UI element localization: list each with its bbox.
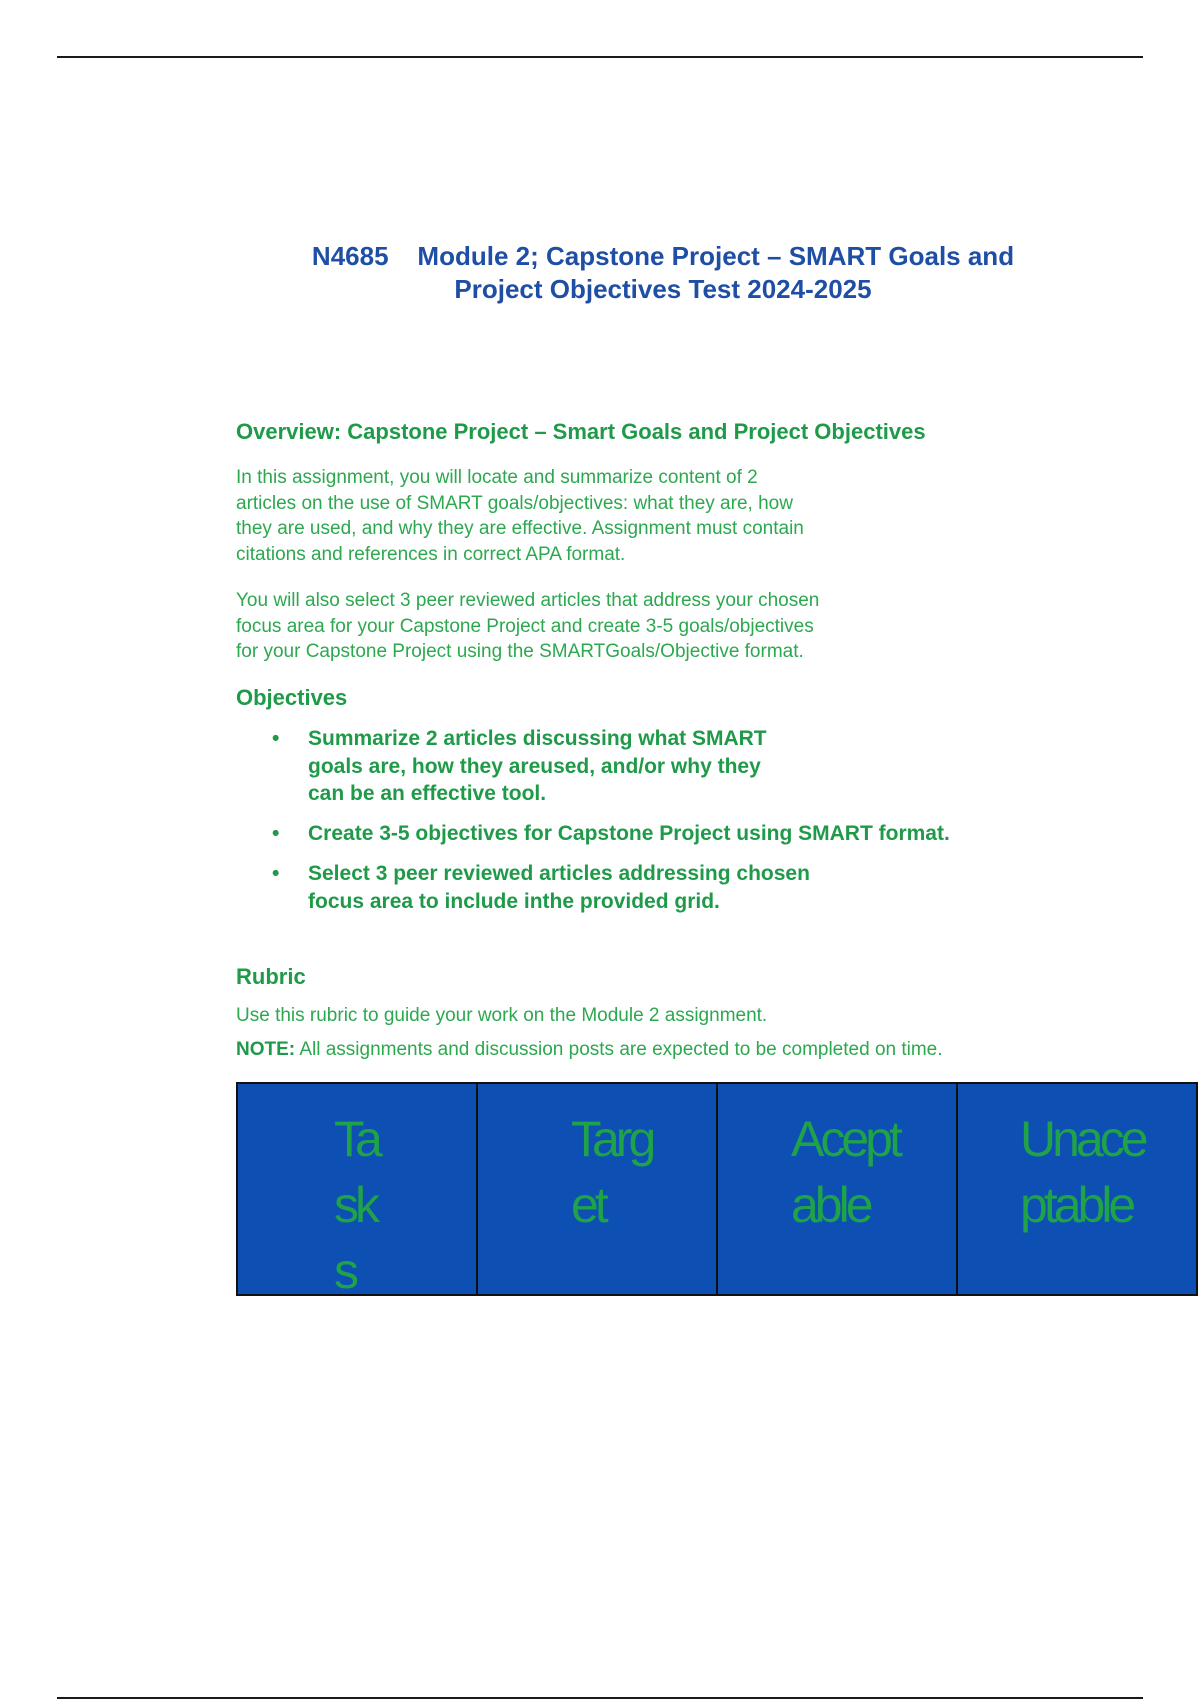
header-fragment: sk bbox=[334, 1177, 376, 1233]
title-line-1: N4685 Module 2; Capstone Project – SMART Goals and bbox=[311, 241, 1015, 271]
rubric-table bbox=[236, 1082, 1198, 1296]
header-fragment: Ta bbox=[334, 1111, 379, 1167]
objective-line: Summarize 2 articles discussing what SMART bbox=[308, 727, 767, 750]
rubric-heading: Rubric bbox=[236, 964, 306, 989]
header-fragment: Unace bbox=[1020, 1111, 1145, 1167]
top-rule bbox=[57, 56, 1143, 58]
rubric-header-acceptable bbox=[717, 1083, 957, 1295]
header-fragment: able bbox=[791, 1177, 870, 1233]
overview-p1-line: articles on the use of SMART goals/objectives: what they are, how bbox=[236, 492, 793, 514]
overview-paragraph-1 bbox=[236, 465, 906, 567]
overview-p1-line: they are used, and why they are effective. Assignment must contain bbox=[236, 518, 804, 539]
rubric-header-row bbox=[237, 1083, 1197, 1295]
bottom-rule bbox=[57, 1697, 1143, 1699]
objective-line: focus area to include inthe provided grid. bbox=[308, 889, 720, 913]
overview-p1-line: citations and references in correct APA format. bbox=[236, 543, 626, 565]
rubric-header-target bbox=[477, 1083, 717, 1295]
bullet-icon: • bbox=[272, 822, 280, 845]
rubric-header-unacceptable bbox=[957, 1083, 1197, 1295]
overview-p2-line: for your Capstone Project using the SMARTGoals/Objective format. bbox=[236, 641, 804, 662]
overview-heading: Overview: Capstone Project – Smart Goals and Project Objectives bbox=[236, 419, 926, 444]
objectives-heading: Objectives bbox=[236, 685, 348, 710]
overview-paragraph-2 bbox=[236, 588, 819, 665]
header-fragment: Acept bbox=[791, 1111, 899, 1167]
rubric-note bbox=[236, 1037, 943, 1062]
bullet-icon: • bbox=[272, 862, 280, 885]
overview-p2-line: focus area for your Capstone Project and create 3-5 goals/objectives bbox=[236, 615, 814, 637]
objective-line: can be an effective tool. bbox=[308, 782, 547, 805]
bullet-icon: • bbox=[272, 727, 280, 750]
document-title bbox=[0, 240, 1200, 306]
overview-p2-line: You will also select 3 peer reviewed articles that address your chosen bbox=[236, 590, 820, 611]
header-fragment: Targ bbox=[571, 1111, 653, 1167]
title-line-2: Project Objectives Test 2024-2025 bbox=[454, 274, 872, 304]
rubric-guide-text: Use this rubric to guide your work on the Module 2 assignment. bbox=[236, 1005, 768, 1026]
objective-line: Select 3 peer reviewed articles addressing chosen bbox=[308, 862, 810, 885]
objective-line: goals are, how they areused, and/or why they bbox=[308, 754, 761, 778]
note-text: All assignments and discussion posts are expected to be completed on time. bbox=[295, 1039, 943, 1060]
overview-p1-line: In this assignment, you will locate and summarize content of 2 bbox=[236, 467, 758, 488]
header-fragment: et bbox=[571, 1177, 605, 1233]
note-label: NOTE: bbox=[236, 1039, 296, 1060]
header-fragment: ptable bbox=[1020, 1177, 1133, 1233]
header-fragment: s bbox=[334, 1243, 355, 1295]
rubric-header-tasks bbox=[237, 1083, 477, 1295]
objective-line: Create 3-5 objectives for Capstone Project using SMART format. bbox=[308, 822, 950, 845]
